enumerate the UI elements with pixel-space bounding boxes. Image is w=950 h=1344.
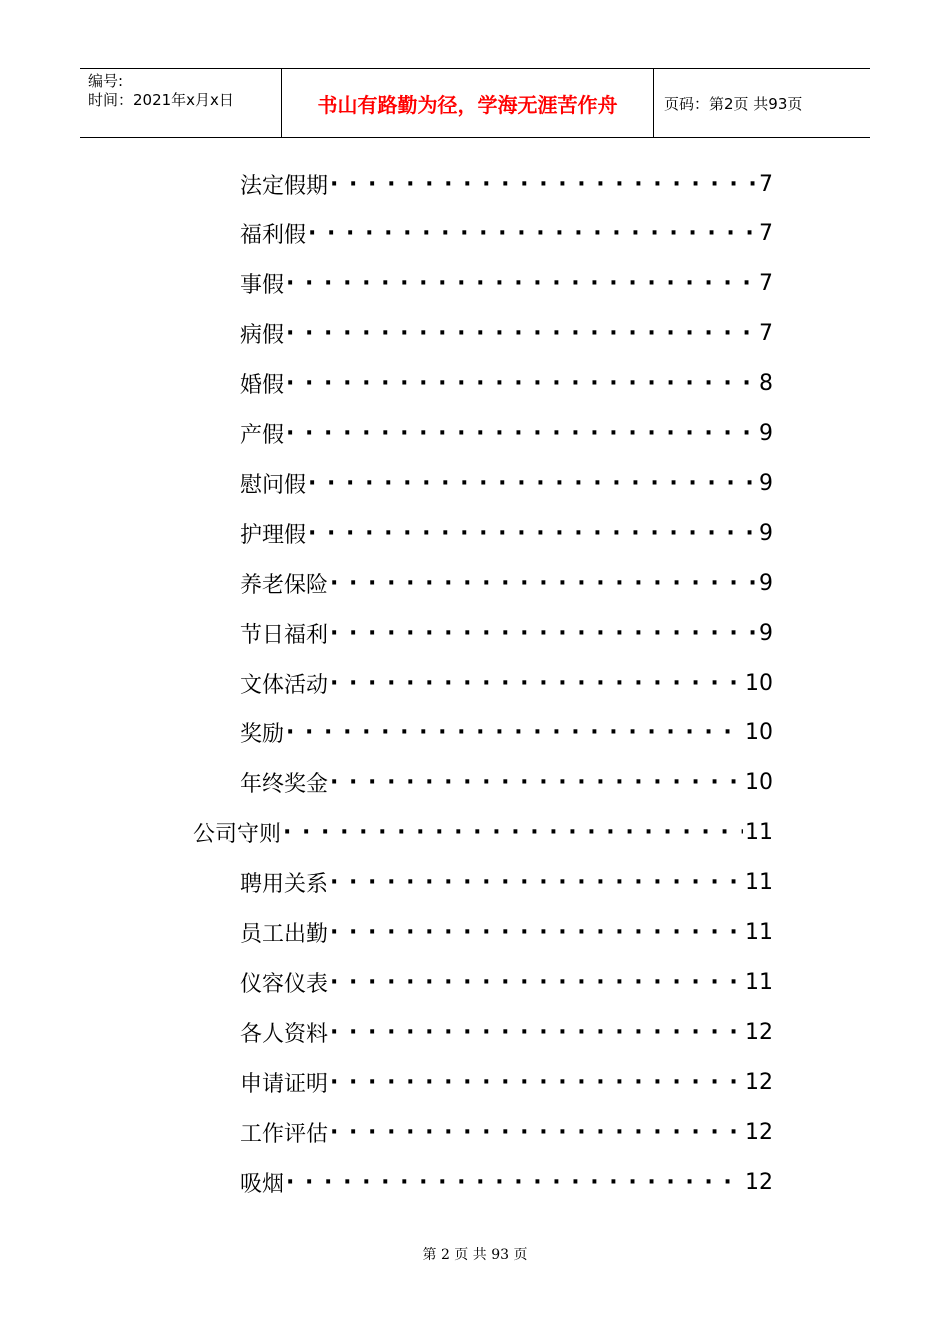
toc-dot-leader [330, 870, 743, 895]
toc-entry[interactable] [240, 1012, 773, 1052]
toc-dot-leader [286, 421, 757, 446]
toc-dot-leader [330, 1070, 743, 1095]
toc-entry[interactable] [240, 962, 773, 1002]
toc-entry-title: 慰问假 [240, 472, 307, 498]
toc-entry-page-number: 10 [745, 770, 773, 796]
header-page-info: 页码：第2页 共93页 [664, 94, 803, 113]
toc-dot-leader [286, 371, 757, 396]
toc-entry-page-number: 9 [759, 421, 773, 446]
toc-entry-title: 福利假 [240, 223, 307, 249]
toc-entry[interactable] [240, 1062, 773, 1102]
toc-entry[interactable] [240, 414, 773, 454]
toc-entry-title: 各人资料 [240, 1021, 329, 1047]
toc-dot-leader [286, 321, 757, 346]
toc-entry[interactable] [240, 1112, 773, 1152]
toc-dot-leader [330, 920, 743, 945]
serial-number-label: 编号: [88, 72, 124, 90]
toc-entry[interactable] [240, 763, 773, 803]
toc-entry-page-number: 8 [759, 371, 773, 397]
toc-dot-leader [308, 221, 757, 246]
toc-entry-title: 法定假期 [240, 173, 329, 199]
toc-entry-page-number: 9 [759, 620, 773, 646]
toc-entry-title: 病假 [240, 323, 285, 349]
toc-dot-leader [330, 770, 743, 795]
toc-entry[interactable] [240, 563, 773, 603]
toc-entry-page-number: 11 [745, 870, 773, 896]
toc-entry-title: 文体活动 [240, 672, 329, 698]
toc-entry[interactable] [240, 1162, 773, 1202]
toc-entry-page-number: 12 [745, 1119, 773, 1145]
toc-entry[interactable] [240, 314, 773, 354]
toc-entry-title: 养老保险 [240, 572, 329, 598]
toc-entry-title: 申请证明 [240, 1071, 329, 1097]
toc-entry-page-number: 7 [759, 221, 773, 247]
toc-entry-page-number: 9 [759, 470, 773, 496]
toc-entry-page-number: 9 [759, 570, 773, 596]
toc-entry-title: 奖励 [240, 722, 285, 748]
toc-dot-leader [330, 1120, 743, 1145]
toc-dot-leader [286, 271, 757, 296]
toc-entry[interactable] [240, 663, 773, 703]
toc-entry-page-number: 10 [745, 720, 773, 746]
toc-entry[interactable] [240, 713, 773, 753]
toc-entry-page-number: 9 [759, 520, 773, 546]
toc-entry[interactable] [240, 164, 773, 204]
toc-entry-title: 节日福利 [240, 622, 329, 648]
toc-entry-page-number: 10 [745, 670, 773, 696]
toc-entry-title: 婚假 [240, 373, 285, 399]
page-footer: 第 2 页 共 93 页 [422, 1247, 528, 1263]
toc-entry[interactable] [240, 463, 773, 503]
toc-dot-leader [330, 1020, 743, 1045]
toc-entry[interactable] [240, 913, 773, 953]
toc-entry[interactable] [240, 863, 773, 903]
toc-entry-page-number: 11 [745, 920, 773, 945]
toc-dot-leader [286, 1170, 743, 1195]
toc-dot-leader [286, 720, 743, 745]
header-meta [80, 69, 282, 137]
toc-entry[interactable] [240, 613, 773, 653]
toc-entry-title: 产假 [240, 423, 285, 448]
toc-entry-page-number: 7 [759, 171, 773, 197]
toc-entry[interactable] [193, 813, 773, 853]
toc-entry[interactable] [240, 513, 773, 553]
toc-entry-title: 护理假 [240, 522, 307, 548]
toc-entry-page-number: 12 [745, 1019, 773, 1045]
toc-entry-title: 工作评估 [240, 1121, 329, 1147]
page-header [80, 68, 870, 138]
toc-entry-page-number: 11 [745, 969, 773, 995]
toc-entry[interactable] [240, 214, 773, 254]
toc-entry-title: 年终奖金 [240, 772, 329, 798]
toc-entry-page-number: 11 [745, 820, 773, 846]
toc-entry-title: 公司守则 [193, 822, 282, 848]
toc-entry-page-number: 12 [745, 1169, 773, 1195]
toc-entry-page-number: 7 [759, 271, 773, 297]
toc-entry-page-number: 12 [745, 1069, 773, 1095]
toc-entry-title: 聘用关系 [240, 872, 329, 898]
toc-dot-leader [308, 471, 757, 496]
toc-dot-leader [330, 172, 757, 197]
toc-entry-title: 员工出勤 [240, 922, 329, 947]
header-motto: 书山有路勤为径，学海无涯苦作舟 [282, 69, 654, 137]
toc-dot-leader [308, 521, 757, 546]
toc-entry-title: 吸烟 [240, 1171, 285, 1197]
time-label: 时间：2021年x月x日 [88, 91, 234, 109]
toc-entry-title: 事假 [240, 273, 285, 299]
toc-dot-leader [283, 820, 743, 845]
toc-dot-leader [330, 621, 757, 646]
toc-dot-leader [330, 571, 757, 596]
toc-entry-page-number: 7 [759, 321, 773, 347]
toc-entry-title: 仪容仪表 [240, 971, 329, 997]
toc-dot-leader [330, 970, 743, 995]
toc-entry[interactable] [240, 364, 773, 404]
toc-entry[interactable] [240, 264, 773, 304]
toc-dot-leader [330, 671, 743, 696]
